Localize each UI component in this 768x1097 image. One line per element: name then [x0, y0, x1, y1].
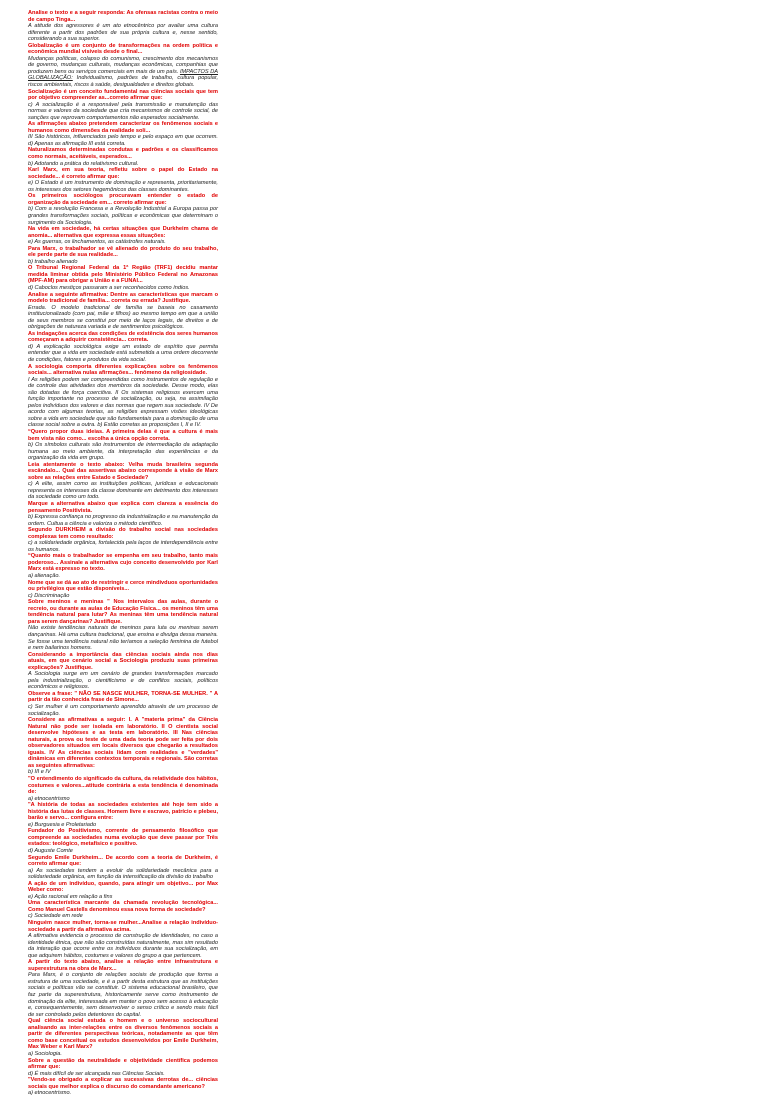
question-text: Considerando a importância das ciências sociais ainda nos dias atuais, em que cenário social a Sociologia produziu suas primeiras explicações? Justifique.	[28, 651, 218, 671]
answer-text: b) Adotando a prática do relativismo cultural.	[28, 160, 139, 167]
answer-text: b) Com a revolução Francesa e a Revolução Industrial a Europa passa por grandes transformações sociais, políticas e econômicas que determinam o surgimento da Sociologia.	[28, 206, 218, 226]
answer-text: a) Sociologia.	[28, 1050, 62, 1057]
answer-text: b) trabalho alienado	[28, 258, 78, 265]
answer-text: c) A elite, assim como as instituições políticas, jurídicas e educacionais representa os interesses da classe dominante em detrimento dos interesses da sociedade como um todo.	[28, 481, 218, 501]
answer-text: e) Ação racional em relação a fins	[28, 893, 113, 900]
question-text: “Quanto mais o trabalhador se empenha em seu trabalho, tanto mais poderoso... Assinale a alternativa cujo conceito desenvolvido por Karl Marx está expresso no texto.	[28, 553, 218, 573]
question-text: Na vida em sociedade, há certas situações que Durkheim chama de anomia... alternativa que expressa essas situações:	[28, 226, 218, 239]
answer-text: e) O Estado é um instrumento de dominação e representa, prioritariamente, os interesses dos setores hegemônicos das classes dominantes.	[28, 180, 218, 193]
answer-text: b) Expressa confiança no progresso da industrialização e na manutenção da ordem. Cultua a ciência e valoriza o método científico.	[28, 514, 218, 527]
question-text: Segundo DURKHEIM a divisão do trabalho social nas sociedades complexas tem como resultado:	[28, 527, 218, 540]
answer-text: d) Caboclos mestiços passaram a ser reconhecidos como índios.	[28, 284, 190, 291]
answer-text: e) As guerras, os linchamentos, as catástrofes naturais.	[28, 239, 166, 246]
answer-text: a) As sociedades tendem a evoluir da solidariedade mecânica para a solidariedade orgânica, em função da intensificação da divisão do trabalho	[28, 867, 218, 881]
question-text: "O entendimento do significado da cultura, da relatividade dos hábitos, costumes e valores...atitude contrária a esta tendência é denominada de:	[28, 775, 218, 796]
answer-segment: Individualismo, padrões de trabalho, cultura popular, riscos ambientais, riscos à saúde, desigualdades e direitos globais.	[28, 75, 218, 89]
question-text: A sociologia comporta diferentes explicações sobre os fenômenos sociais... alternativa nulas afirmações... fenômeno da religiosidade.	[28, 363, 218, 377]
question-text: Sobre a questão da neutralidade e objetividade científica podemos afirmar que:	[28, 1057, 218, 1071]
answer-text: b) Os símbolos culturais são instrumentos de intermediação da adaptação humana ao meio ambiente, da interpretação das experiências e da organização da vida em grupo.	[28, 442, 218, 462]
answer-text: c) Sociedade em rede	[28, 913, 83, 920]
answer-text: d) Auguste Comte	[28, 848, 73, 854]
answer-text: A Sociologia surge em um cenário de grandes transformações marcado pela industrialização, o cientificismo e de conflitos sociais, políticos econômicos e religiosos.	[28, 671, 218, 691]
question-text: "A história de todas as sociedades existentes até hoje tem sido a história das lutas de classes. Homem livre e escravo, patrício e plebeu, barão e servo... configura entre:	[28, 802, 218, 822]
answer-text: III São históricos, influenciados pelo tempo e pelo espaço em que ocorrem. d) Apenas as afirmação III está correta.	[28, 134, 218, 147]
answer-text: c) Discriminação	[28, 592, 70, 599]
answer-text: A afirmativa evidencia o processo de construção de identidades, no caso a identidade étnica, que não são construídas naturalmente, mas sim resultado da interação que ocorre entre os indivíduos durante sua socialização, em que adquirem hábitos, costumes e valores do grupo a que pertencem.	[28, 933, 218, 959]
question-text: Globalização é um conjunto de transformações na ordem política e econômica mundial visíveis desde o final...	[28, 42, 218, 56]
question-text: As indagações acerca das condições de existência dos seres humanos começaram a adquirir consistência... correta.	[28, 330, 218, 344]
question-text: O Tribunal Regional Federal da 1ª Região (TRF1) decidiu mantar medida liminar obtida pelo Ministério Público Federal no Amazonas (MPF-AM) para obrigar a União e a FUNAI...	[28, 265, 218, 285]
answer-text: Para Marx, é o conjunto de relações sociais de produção que forma a estrutura de uma sociedade, e é a partir desta estrutura que as instituições sociais e políticas vão se constituir. O sistema educacional brasileiro, que faz parte da superestrutura, historicamente serve como instrumento de dominação da elite, interessada em manter o povo sem acesso à educação e, consequentemente, sem desenvolver o senso crítico e sendo mais fácil de ser controlado pelos detentores do capital.	[28, 972, 218, 1018]
question-text: Observe a frase: " NÃO SE NASCE MULHER, TORNA-SE MULHER. " A partir da tão conhecida frase de Simone...	[28, 690, 218, 704]
answer-text: c) a solidariedade orgânica, fortalecida pela laços de interdependência entre os humanos.	[28, 540, 218, 553]
answer-text: d) É mais difícil de ser alcançada nas Ciências Sociais.	[28, 1070, 165, 1077]
answer-text: a) etnocentrismo	[28, 795, 70, 802]
question-text: As afirmações abaixo pretendem caracterizar os fenômenos sociais e humanos como dimensões da realidade soli...	[28, 121, 218, 134]
question-text: Socialização é um conceito fundamental nas ciências sociais que tem por objetivo compreender as...correto afirmar que:	[28, 88, 218, 102]
question-text: Marque a alternativa abaixo que explica com clareza a essência do pensamento Positivista.	[28, 501, 218, 514]
question-text: Leia atentamente o texto abaixo: Velha muda brasileira segunda escândalo... Qual das assertivas abaixo corresponde à visão de Marx sobre as relações entre Estado e Sociedade?	[28, 461, 218, 481]
question-text: Analise a seguinte afirmativa: Dentre as características que marcam o modelo tradicional de família... correta ou errada? Justifique.	[28, 291, 218, 305]
question-text: Segundo Emile Durkheim... De acordo com a teoria de Durkheim, é correto afirmar que:	[28, 854, 218, 868]
document-text	[28, 10, 218, 1097]
answer-text: b) III e IV	[28, 769, 51, 776]
answer-segment: Mudanças políticas, colapso do comunismo, crescimento dos mecanismos de governo, mudanças culturais, mudanças econômicas, companhias que produzem bens ou serviços comerciais em mais de um país.	[28, 55, 218, 75]
question-text: A partir do texto abaixo, analise a relação entre infraestrutura e superestrutura na obra de Marx...	[28, 959, 218, 972]
answer-text: c) Ser mulher é um comportamento aprendido através de um processo de socialização.	[28, 703, 218, 717]
question-text: A ação de um indivíduo, quando, para atingir um objetivo... por Max Weber como:	[28, 880, 218, 894]
question-text: Qual ciência social estuda o homem e o universo sociocultural analisando as inter-relações entre os diversos fenômenos sociais a partir de diferentes perspectivas teóricas, notadamente as que têm como base conceitual os estudos desenvolvidos por Emile Durkheim, Max Weber e Karl Marx?	[28, 1018, 218, 1051]
question-text: Os primeiros sociólogos procuravam entender o estado de organização da sociedade em... correto afirmar que:	[28, 193, 218, 206]
question-text: Nome que se dá ao ato de restringir e cerce mindívduos oportunidades ou privilégios que estão disponíveis...	[28, 579, 218, 593]
answer-text: a) alienação.	[28, 573, 61, 580]
question-text: Naturalizamos determinadas condutas e padrões e os classificamos como normais, aceitáveis, esperados...	[28, 147, 218, 161]
underlined-heading: IMPACTOS DA GLOBALIZAÇÃO:	[28, 68, 218, 82]
question-text: "Vendo-se obrigado a explicar as sucessivas derrotas de... ciências sociais que melhor explica o discurso do comandante americano?	[28, 1077, 218, 1090]
answer-text: I As religiões podem ser compreendidas como instrumentos de regulação e de controle das atividades dos membros da sociedade. Desse modo, elas são dotadas de força coercitiva. II Os sistemas religiosos exercem uma função importante no processo de socialização, ou seja, na assimilação pelos indivíduos dos valores e das normas que regem sua sociedade. IV De acordo com algumas teorias, as religiões expressam visões ideológicas sobre a vida em sociedade que são fundamentais para a dominação de uma classe social sobre a outra. b) Estão corretas as proposições I, II e IV.	[28, 376, 218, 429]
question-text: Para Marx, o trabalhador se vê alienado do produto do seu trabalho, ele perde parte de sua realidade...	[28, 245, 218, 259]
question-text: Uma característica marcante da chamada revolução tecnológica... Como Manuel Castells denominou essa nova forma de sociedade?	[28, 900, 218, 913]
question-text: Fundador do Positivismo, corrente de pensamento filosófico que compreende as sociedades numa evolução que deve passar por Três estados: teológico, metafísico e positivo.	[28, 828, 218, 848]
answer-text	[28, 56, 218, 89]
answer-text: A atitude dos agressores é um ato etnocêntrico por avaliar uma cultura diferente a partir dos padrões de sua própria cultura e, nesse sentido, considerando a sua superior.	[28, 23, 218, 43]
question-text: Sobre meninos e meninas " Nos intervalos das aulas, durante o recreio, ou durante as aulas de Educação Física... os meninos têm uma tendência natural para lutar? As meninas têm uma tendência natural para serem dançarinas? Justifique.	[28, 599, 218, 625]
question-text: “Quero propor duas ideias. A primeira delas é que a cultura é mais bem vista não como... escolha a única opção correta.	[28, 429, 218, 442]
question-text: Ninguém nasce mulher, torna-se mulher...Analise a relação indivíduo-sociedade a partir da afirmativa acima.	[28, 920, 218, 933]
question-text: Karl Marx, em sua teoria, refletiu sobre o papel do Estado na sociedade... é correto afirmar que:	[28, 167, 218, 180]
answer-text: Não existe tendências naturais de meninos para luta ou meninas serem dançarinas. Há uma cultura tradicional, que ensina e divulga dessa maneira. Se fosse uma tendência natural não teríamos a seleção feminina de futebol e nem bailarinos homens.	[28, 625, 218, 652]
question-text: Considere as afirmativas a seguir: I. A "materia prima" da Ciência Natural não pode ser isolada em laboratório. II O cientista social desenvolve hipóteses e as testa em laboratório. III Nas ciências naturais, a prova ou teste de uma dada teoria pode ser feita por dois observadores situados em locais diversos que chegarão a resultados iguais. IV As ciências sociais lidam com realidades e "verdades" dinâmicas em diferentes contextos temporais e regionais. São corretas as seguintes afirmativas:	[28, 717, 218, 769]
answer-text: Errada. O modelo tradicional de família se baseia no casamento institucionalizado (com pai, mãe e filhos) ao mesmo tempo em que a união de seus membros se constitui por meio de laços legais, de direitos e de obrigações de natureza variada e de sentimentos psicológicos.	[28, 304, 218, 331]
answer-text: c) A socialização é a responsável pela transmissão e manutenção das normas e valores da sociedade que cria mecanismos de controle social, de sanções que reprovam comportamentos não esperados socialmente.	[28, 101, 218, 121]
answer-text: d) A explicação sociológica exige um estado de espírito que permita entender que a vida em sociedade está submetida a uma ordem decorrente de condições, fatores e produtos da vida social.	[28, 343, 218, 363]
question-text: Analise o texto e a seguir responda: As ofensas racistas contra o meio de campo Tinga...	[28, 10, 218, 23]
answer-text: e) Burguesia e Proletariado	[28, 821, 97, 828]
answer-text: a) etnocentrismo.	[28, 1090, 72, 1097]
